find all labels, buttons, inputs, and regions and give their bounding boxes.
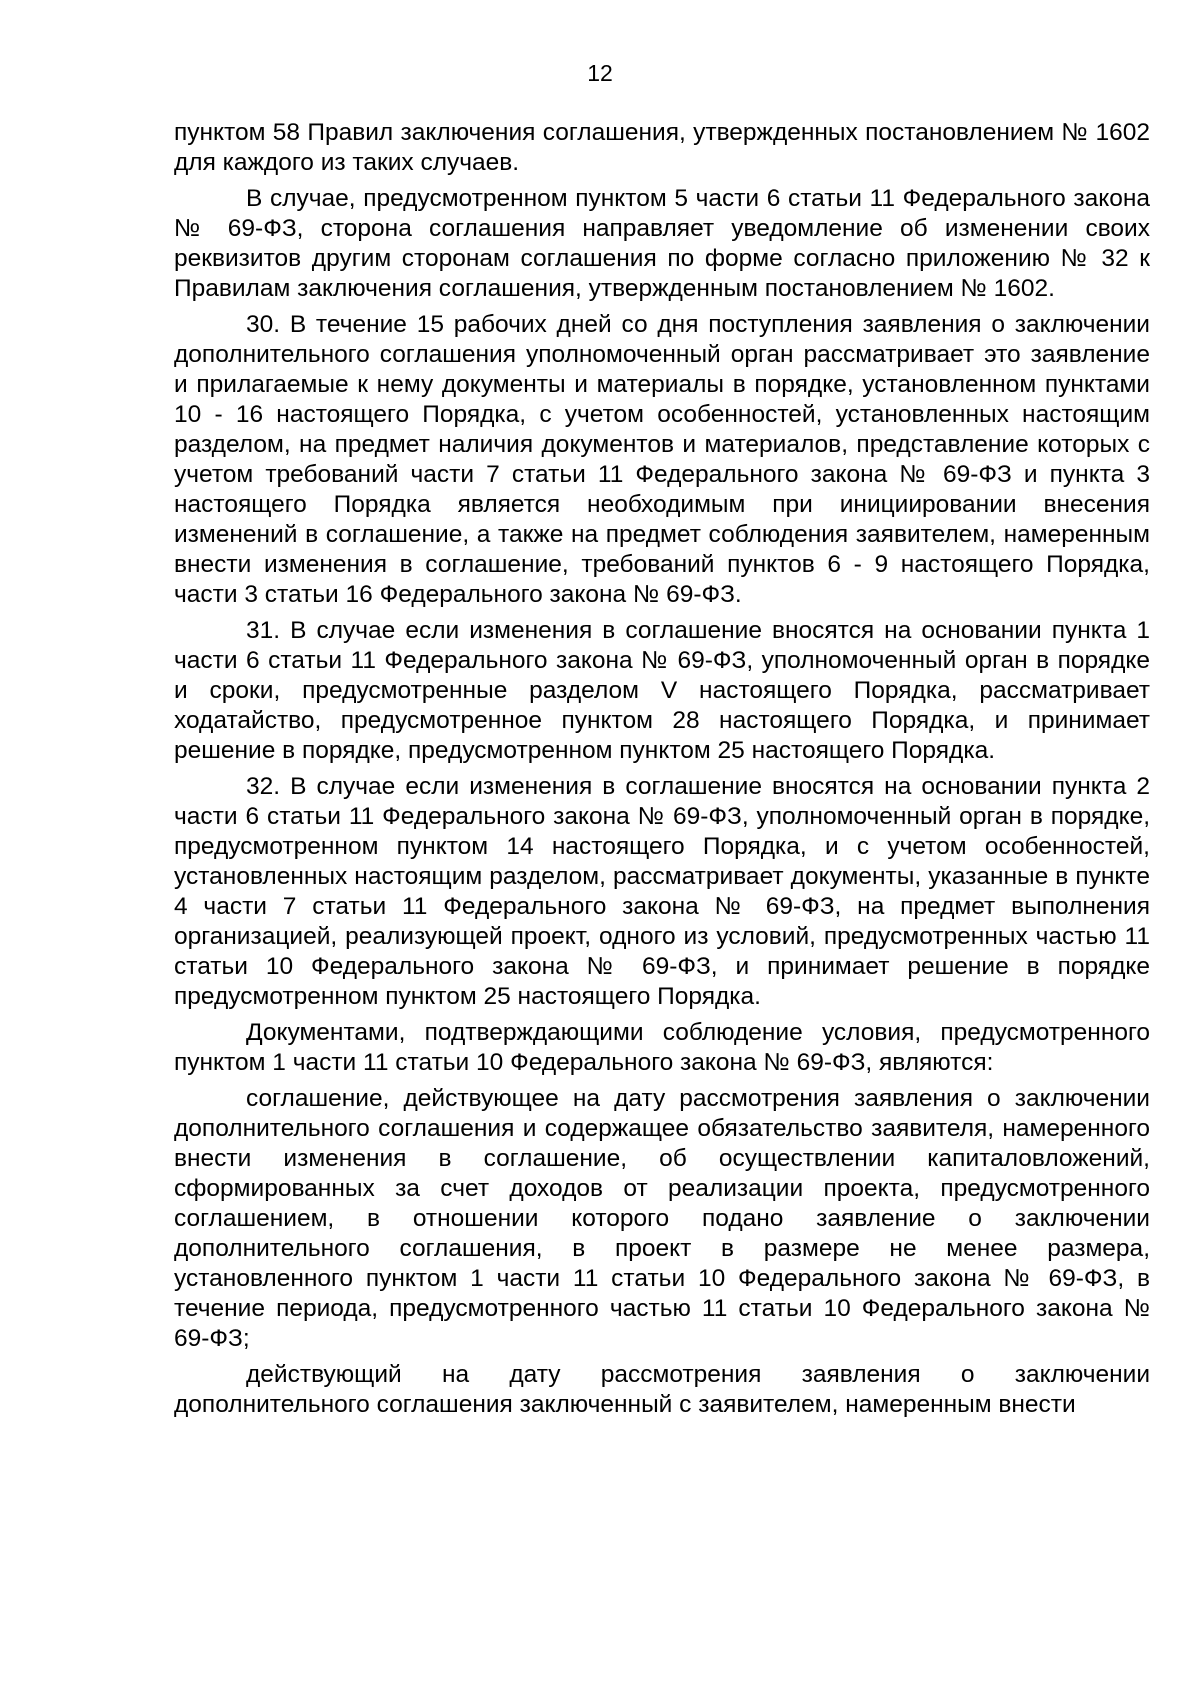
paragraph-notification-change: В случае, предусмотренном пунктом 5 части 6 статьи 11 Федерального закона № 69-ФЗ, сторона соглашения направляет уведомление об изменении своих реквизитов другим сторонам соглашения по форме согласно приложению № 32 к Правилам заключения соглашения, утвержденным постановлением № 1602. [174,185,1150,302]
paragraph-continuation: пунктом 58 Правил заключения соглашения, утвержденных постановлением № 1602 для каждого из таких случаев. [174,119,1150,176]
paragraph-31: 31. В случае если изменения в соглашение вносятся на основании пункта 1 части 6 статьи 11 Федерального закона № 69-ФЗ, уполномоченный орган в порядке и сроки, предусмотренные разделом V настоящего Порядка, рассматривает ходатайство, предусмотренное пунктом 28 настоящего Порядка, и принимает решение в порядке, предусмотренном пунктом 25 настоящего Порядка. [174,617,1150,764]
paragraph-valid-item: действующий на дату рассмотрения заявления о заключении дополнительного соглашения заключенный с заявителем, намеренным внести [174,1361,1150,1418]
paragraph-documents-intro: Документами, подтверждающими соблюдение условия, предусмотренного пунктом 1 части 11 статьи 10 Федерального закона № 69-ФЗ, являются: [174,1019,1150,1076]
page-number: 12 [587,60,613,86]
paragraph-agreement-item: соглашение, действующее на дату рассмотрения заявления о заключении дополнительного соглашения и содержащее обязательство заявителя, намеренного внести изменения в соглашение, об осуществлении капиталовложений, сформированных за счет доходов от реализации проекта, предусмотренного соглашением, в отношении которого подано заявление о заключении дополнительного соглашения, в проект в размере не менее размера, установленного пунктом 1 части 11 статьи 10 Федерального закона № 69-ФЗ, в течение периода, предусмотренного частью 11 статьи 10 Федерального закона № 69-ФЗ; [174,1085,1150,1352]
paragraph-30: 30. В течение 15 рабочих дней со дня поступления заявления о заключении дополнительного соглашения уполномоченный орган рассматривает это заявление и прилагаемые к нему документы и материалы в порядке, установленном пунктами 10 - 16 настоящего Порядка, с учетом особенностей, установленных настоящим разделом, на предмет наличия документов и материалов, представление которых с учетом требований части 7 статьи 11 Федерального закона № 69-ФЗ и пункта 3 настоящего Порядка является необходимым при инициировании внесения изменений в соглашение, а также на предмет соблюдения заявителем, намеренным внести изменения в соглашение, требований пунктов 6 - 9 настоящего Порядка, части 3 статьи 16 Федерального закона № 69-ФЗ. [174,311,1150,608]
document-body [174,118,1150,1426]
paragraph-32: 32. В случае если изменения в соглашение вносятся на основании пункта 2 части 6 статьи 11 Федерального закона № 69-ФЗ, уполномоченный орган в порядке, предусмотренном пунктом 14 настоящего Порядка, и с учетом особенностей, установленных настоящим разделом, рассматривает документы, указанные в пункте 4 части 7 статьи 11 Федерального закона № 69-ФЗ, на предмет выполнения организацией, реализующей проект, одного из условий, предусмотренных частью 11 статьи 10 Федерального закона № 69-ФЗ, и принимает решение в порядке предусмотренном пунктом 25 настоящего Порядка. [174,773,1150,1010]
